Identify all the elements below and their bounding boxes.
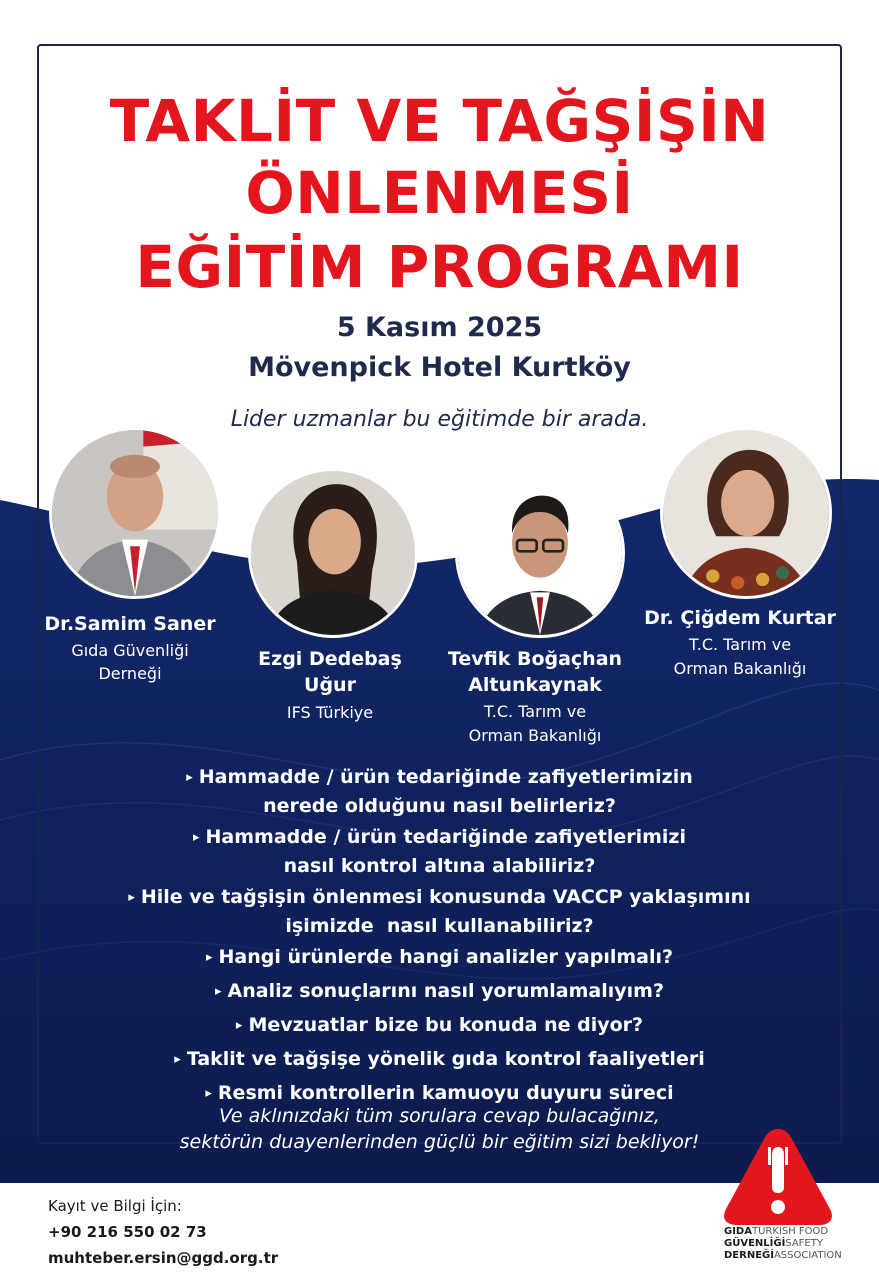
- topic-text: Hammadde / ürün tedariğinde zafiyetlerimizin: [198, 766, 693, 788]
- topic-text: Hangi ürünlerde hangi analizler yapılmalı?: [218, 946, 674, 968]
- contact-info: [48, 1193, 278, 1271]
- topic-item: [0, 944, 879, 973]
- speaker-3-name-line1: Tevfik Boğaçhan: [447, 648, 623, 670]
- speaker-4-photo: [660, 427, 832, 599]
- logo-word-2: GÜVENLİĞİ: [724, 1238, 786, 1249]
- speaker-1-name: Dr.Samim Saner: [44, 613, 216, 635]
- title-line-3: EĞİTİM PROGRAMI: [135, 233, 744, 301]
- topic-text: Resmi kontrollerin kamuoyu duyuru süreci: [217, 1082, 674, 1104]
- speaker-2-org-line1: IFS Türkiye: [286, 703, 374, 722]
- logo-word-3: DERNEĞİ: [724, 1250, 774, 1261]
- topic-item: [0, 884, 879, 939]
- speaker-4-org-line2: Orman Bakanlığı: [673, 659, 807, 678]
- topic-text: Mevzuatlar bize bu konuda ne diyor?: [248, 1014, 644, 1036]
- topic-text-cont: nerede olduğunu nasıl belirleriz?: [263, 795, 616, 817]
- topic-text-cont: işimizde nasıl kullanabiliriz?: [285, 915, 594, 937]
- topic-item: [0, 764, 879, 819]
- logo-word-2-en: SAFETY: [785, 1238, 823, 1249]
- bullet-arrow-icon: ▸: [215, 984, 222, 999]
- speaker-3-photo: [455, 468, 625, 638]
- topic-item: [0, 1046, 879, 1075]
- logo-word-1: GIDA: [724, 1226, 752, 1237]
- logo-text: [724, 1226, 842, 1262]
- closing-line-2: sektörün duayenlerinden güçlü bir eğitim sizi bekliyor!: [179, 1131, 700, 1153]
- topic-text: Hile ve tağşişin önlenmesi konusunda VACCP yaklaşımını: [140, 886, 751, 908]
- bullet-arrow-icon: ▸: [128, 890, 135, 905]
- speaker-3-org-line1: T.C. Tarım ve: [483, 702, 587, 721]
- speaker-4-name: Dr. Çiğdem Kurtar: [644, 607, 836, 629]
- speaker-4-org-line1: T.C. Tarım ve: [688, 635, 792, 654]
- topic-item: [0, 1012, 879, 1041]
- tagline: Lider uzmanlar bu eğitimde bir arada.: [230, 407, 649, 432]
- topic-text-cont: nasıl kontrol altına alabiliriz?: [283, 855, 596, 877]
- speaker-2-name-line1: Ezgi Dedebaş: [258, 648, 402, 670]
- speaker-3-name-line2: Altunkaynak: [468, 674, 602, 696]
- topic-list: [0, 764, 879, 1114]
- topic-text: Taklit ve tağşişe yönelik gıda kontrol faaliyetleri: [186, 1048, 705, 1070]
- title-line-1: TAKLİT VE TAĞŞİŞİN: [109, 87, 770, 155]
- contact-label: Kayıt ve Bilgi İçin:: [48, 1197, 182, 1215]
- closing-line-1: Ve aklınızdaki tüm sorulara cevap bulacağınız,: [219, 1105, 660, 1127]
- title-line-2: ÖNLENMESİ: [245, 159, 634, 227]
- speaker-1-org-line1: Gıda Güvenliği: [71, 641, 189, 660]
- bullet-arrow-icon: ▸: [186, 770, 193, 785]
- event-date: 5 Kasım 2025: [336, 312, 543, 343]
- contact-email[interactable]: muhteber.ersin@ggd.org.tr: [48, 1249, 279, 1267]
- topic-text: Hammadde / ürün tedariğinde zafiyetlerimizi: [205, 826, 686, 848]
- logo-word-3-en: ASSOCIATION: [773, 1250, 842, 1261]
- speaker-1-photo: [49, 427, 221, 599]
- bullet-arrow-icon: ▸: [235, 1018, 243, 1033]
- bullet-arrow-icon: ▸: [205, 1086, 212, 1101]
- speaker-3-org-line2: Orman Bakanlığı: [468, 726, 602, 745]
- topic-item: [0, 978, 879, 1007]
- bullet-arrow-icon: ▸: [205, 950, 213, 965]
- speaker-2-name-line2: Uğur: [304, 674, 356, 696]
- bullet-arrow-icon: ▸: [193, 830, 200, 845]
- speaker-1-org-line2: Derneği: [98, 664, 162, 683]
- logo-word-1-en: TURKISH FOOD: [751, 1226, 829, 1237]
- topic-text: Analiz sonuçlarını nasıl yorumlamalıyım?: [227, 980, 664, 1002]
- bullet-arrow-icon: ▸: [174, 1052, 181, 1067]
- event-venue: Mövenpick Hotel Kurtköy: [248, 352, 631, 383]
- topic-item: [0, 824, 879, 879]
- speaker-2-photo: [248, 468, 418, 638]
- contact-phone[interactable]: +90 216 550 02 73: [48, 1223, 207, 1241]
